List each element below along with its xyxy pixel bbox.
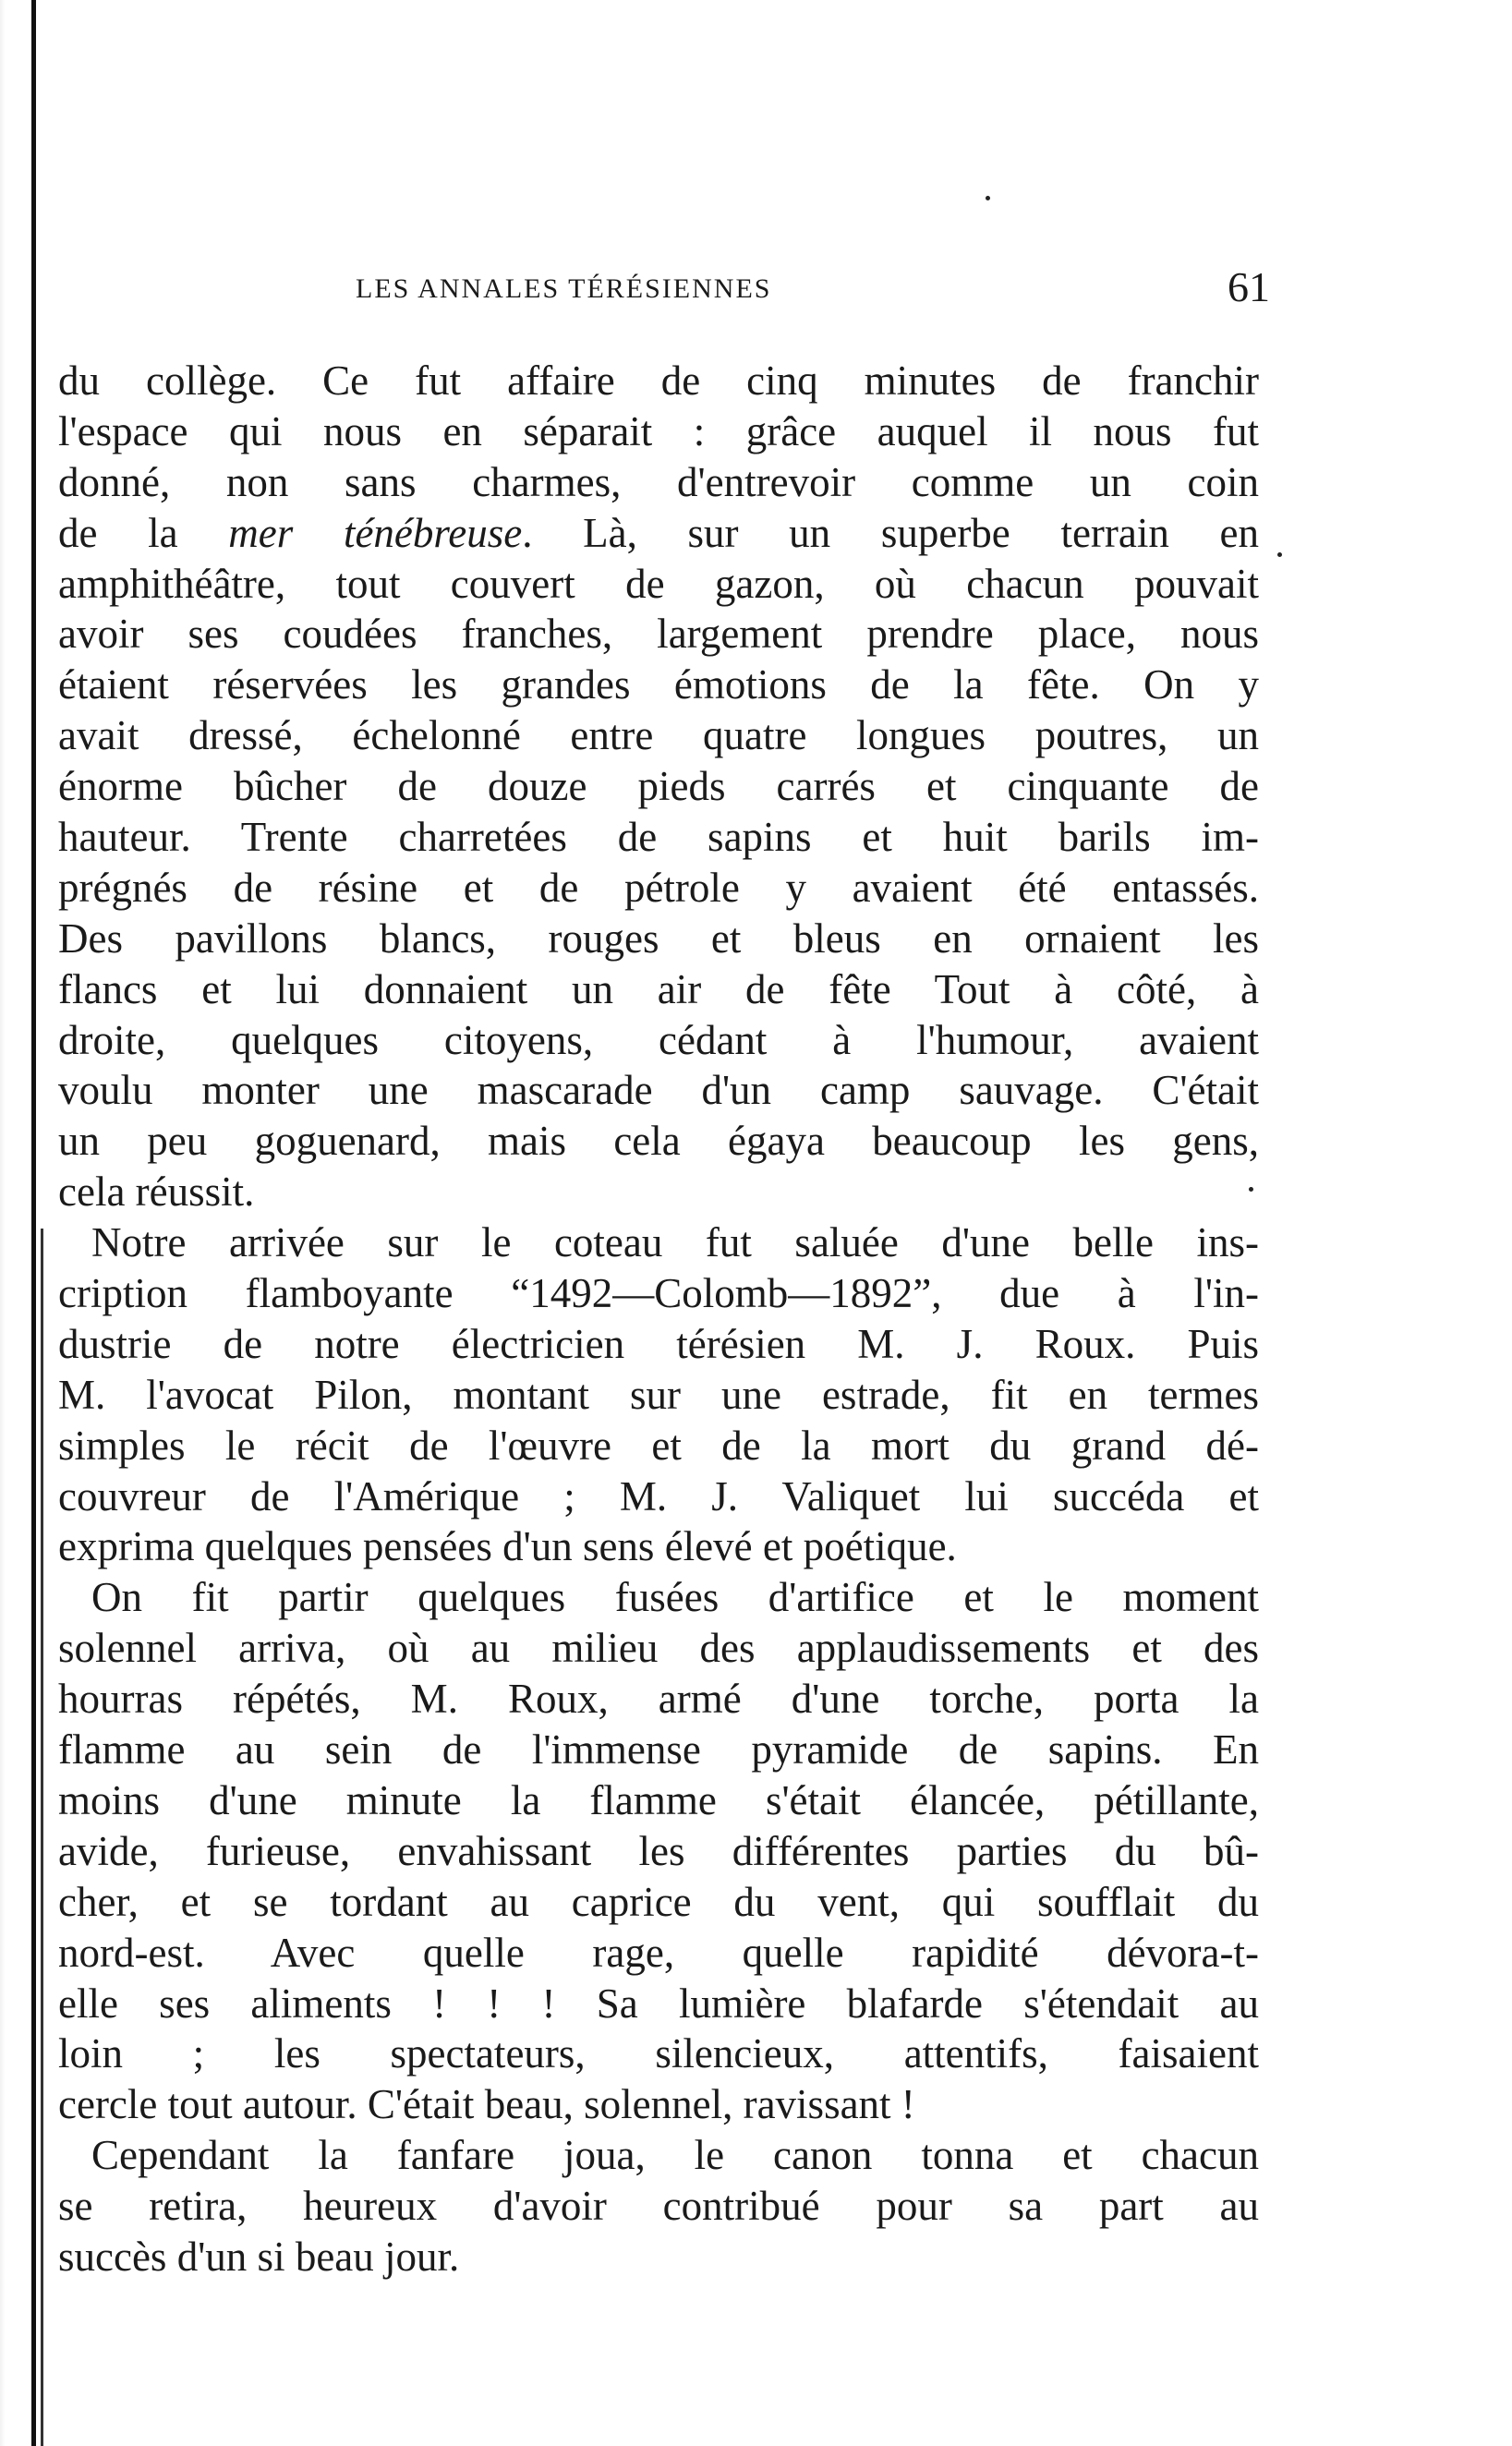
text-line: succès d'un si beau jour. <box>58 2233 460 2280</box>
text-line: cription flamboyante “1492—Colomb—1892”, due à l'in- <box>58 1270 1259 1317</box>
text-line: exprima quelques pensées d'un sens élevé et poétique. <box>58 1523 957 1570</box>
page-number: 61 <box>1228 263 1270 310</box>
text-line: M. l'avocat Pilon, montant sur une estrade, fit en termes <box>58 1371 1259 1418</box>
text-line: énorme bûcher de douze pieds carrés et cinquante de <box>58 763 1259 810</box>
text-line: simples le récit de l'œuvre et de la mort du grand dé- <box>58 1422 1259 1469</box>
print-speck <box>986 196 990 200</box>
running-title: LES ANNALES TÉRÉSIENNES <box>356 273 772 304</box>
paragraph-start: On fit partir quelques fusées d'artifice et le moment <box>91 1574 1259 1621</box>
text-line: amphithéâtre, tout couvert de gazon, où chacun pouvait <box>58 560 1259 607</box>
italic-phrase: mer ténébreuse <box>228 509 523 556</box>
text-line: voulu monter une mascarade d'un camp sauvage. C'était <box>58 1067 1259 1114</box>
text-line: l'espace qui nous en séparait : grâce auquel il nous fut <box>58 407 1259 454</box>
text-line: nord-est. Avec quelle rage, quelle rapidité dévora-t- <box>58 1929 1259 1976</box>
text-line: solennel arriva, où au milieu des applaudissements et des <box>58 1625 1259 1672</box>
page-binding-shadow <box>0 0 44 2446</box>
text-line: moins d'une minute la flamme s'était élancée, pétillante, <box>58 1776 1259 1823</box>
text-line: avoir ses coudées franches, largement prendre place, nous <box>58 611 1259 658</box>
binding-rule <box>31 0 36 2446</box>
text-line: droite, quelques citoyens, cédant à l'humour, avaient <box>58 1016 1259 1063</box>
paragraph-start: Cependant la fanfare joua, le canon tonna et chacun <box>91 2132 1259 2179</box>
text-line: cercle tout autour. C'était beau, solennel, ravissant ! <box>58 2081 915 2128</box>
binding-rule-lower <box>41 1229 43 2446</box>
text-line: avide, furieuse, envahissant les différentes parties du bû- <box>58 1827 1259 1874</box>
text-line: étaient réservées les grandes émotions de la fête. On y <box>58 661 1259 708</box>
body-text <box>58 356 1259 2283</box>
text-line: elle ses aliments ! ! ! Sa lumière blafarde s'étendait au <box>58 1980 1259 2027</box>
text-line: cher, et se tordant au caprice du vent, qui soufflait du <box>58 1878 1259 1925</box>
text-fragment: . Là, sur un superbe terrain en <box>522 509 1260 556</box>
paragraph-start: Notre arrivée sur le coteau fut saluée d'une belle ins- <box>91 1219 1259 1266</box>
text-line: hauteur. Trente charretées de sapins et huit barils im- <box>58 814 1259 861</box>
text-line: se retira, heureux d'avoir contribué pour sa part au <box>58 2183 1259 2230</box>
text-line: hourras répétés, M. Roux, armé d'une torche, porta la <box>58 1676 1259 1723</box>
text-line: couvreur de l'Amérique ; M. J. Valiquet lui succéda et <box>58 1472 1259 1520</box>
text-line: cela réussit. <box>58 1169 255 1216</box>
text-line: flamme au sein de l'immense pyramide de sapins. En <box>58 1726 1259 1774</box>
text-line: avait dressé, échelonné entre quatre longues poutres, un <box>58 712 1259 759</box>
text-line <box>58 508 1259 559</box>
text-line: donné, non sans charmes, d'entrevoir comme un coin <box>58 458 1259 505</box>
text-line: flancs et lui donnaient un air de fête Tout à côté, à <box>58 965 1259 1012</box>
print-speck <box>1277 552 1282 557</box>
text-line: dustrie de notre électricien térésien M. J. Roux. Puis <box>58 1320 1259 1367</box>
text-line: un peu goguenard, mais cela égaya beaucoup les gens, <box>58 1118 1259 1165</box>
text-line: loin ; les spectateurs, silencieux, attentifs, faisaient <box>58 2030 1259 2077</box>
text-line: prégnés de résine et de pétrole y avaient été entassés. <box>58 864 1259 911</box>
text-fragment: de la <box>58 509 229 556</box>
text-line: Des pavillons blancs, rouges et bleus en ornaient les <box>58 914 1259 962</box>
page-header <box>356 263 1270 312</box>
text-line: du collège. Ce fut affaire de cinq minutes de franchir <box>58 357 1259 404</box>
